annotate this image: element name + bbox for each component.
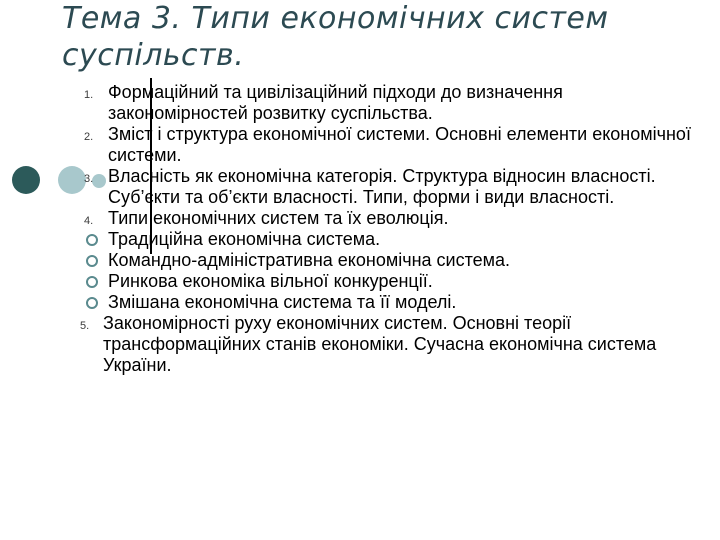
circle-bullet-icon [86,255,98,267]
item-number: 3. [84,173,94,185]
item-number: 1. [84,89,94,101]
list-item [84,166,704,208]
topic-list [80,82,704,376]
item-text: Власність як економічна категорія. Структура відносин власності. Суб’єкти та об’єкти власності. Типи, форми і види власності. [108,166,656,207]
list-item [84,124,704,166]
decorative-dot-dark [12,166,40,194]
item-text: Змішана економічна система та її моделі. [108,292,457,312]
item-text: Формаційний та цивілізаційний підходи до визначення закономірностей розвитку суспільства. [108,82,563,123]
item-text: Закономірності руху економічних систем. Основні теорії трансформаційних станів економіки. Сучасна економічна система України. [103,313,657,375]
item-text: Командно-адміністративна економічна система. [108,250,511,270]
list-item [84,82,704,124]
title-line-2: суспільств. [62,38,245,73]
circle-bullet-icon [86,297,98,309]
list-item [84,229,704,250]
item-number: 5. [80,320,90,332]
decorative-dot-light [58,166,86,194]
list-item [84,292,704,313]
item-number: 4. [84,215,94,227]
list-item [84,271,704,292]
list-item [80,313,704,376]
list-item [84,208,704,229]
item-text: Зміст і структура економічної системи. Основні елементи економічної системи. [108,124,691,165]
slide-title [62,0,702,74]
list-item [84,250,704,271]
circle-bullet-icon [86,276,98,288]
title-line-1: Тема 3. Типи економічних систем [62,1,609,36]
item-text: Типи економічних систем та їх еволюція. [108,208,449,228]
circle-bullet-icon [86,234,98,246]
item-number: 2. [84,131,94,143]
item-text: Ринкова економіка вільної конкуренції. [108,271,433,291]
item-text: Традиційна економічна система. [108,229,381,249]
